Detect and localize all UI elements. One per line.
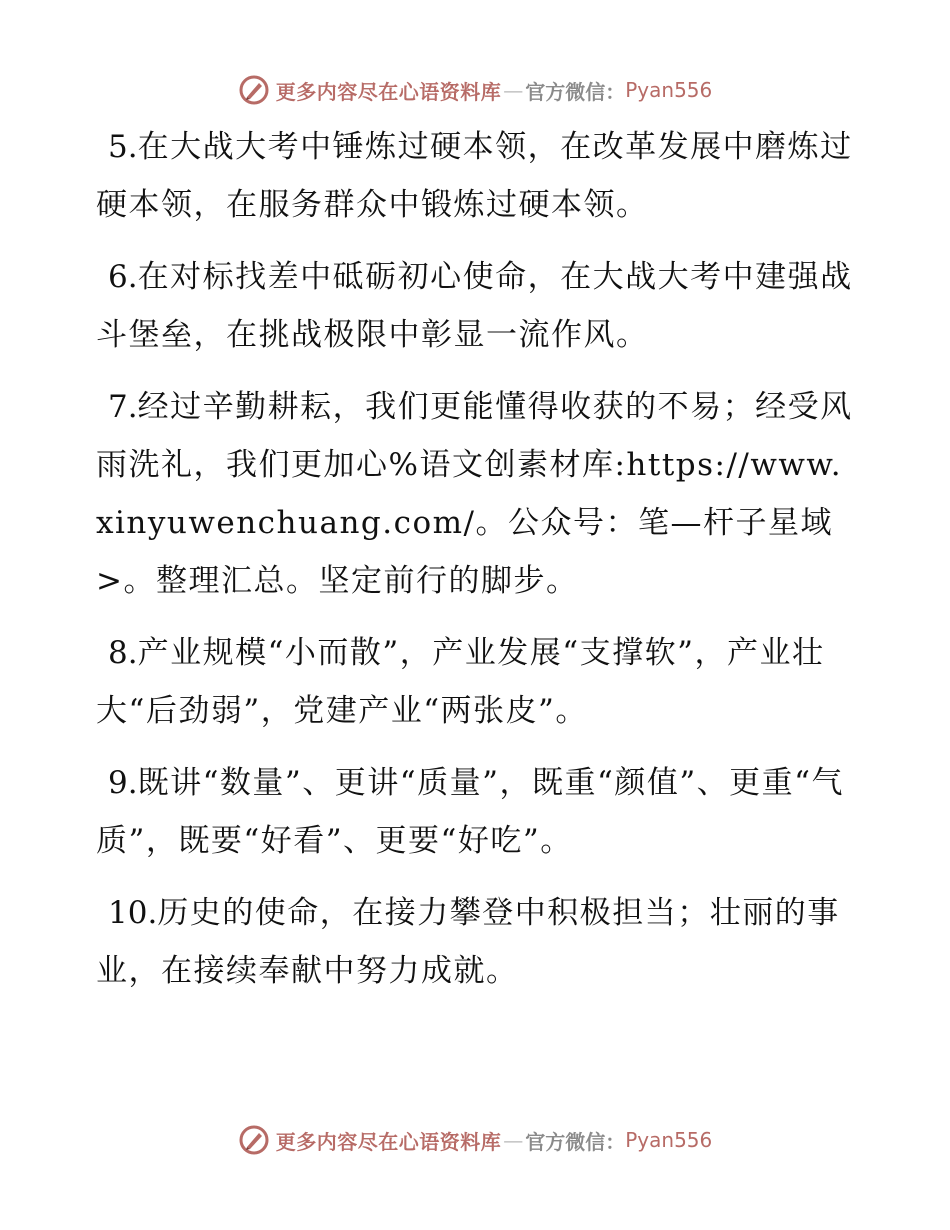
item-text: 在对标找差中砥砺初心使命，在大战大考中建强战斗堡垒，在挑战极限中彰显一流作风。	[96, 259, 853, 353]
list-item	[96, 754, 856, 870]
watermark-contact-id: Pyan556	[625, 1128, 713, 1152]
item-text: 产业规模“小而散”，产业发展“支撑软”，产业壮大“后劲弱”，党建产业“两张皮”。	[96, 635, 825, 729]
watermark-separator: —	[503, 78, 524, 102]
pen-logo-icon	[238, 1124, 270, 1156]
list-item	[96, 378, 856, 610]
list-item	[96, 118, 856, 234]
item-number: 8.	[108, 635, 138, 671]
item-text: 经过辛勤耕耘，我们更能懂得收获的不易；经受风雨洗礼，我们更加心%语文创素材库:https://www.xinyuwenchuang.com/。公众号：笔—杆子星域>。整理汇总。坚定前行的脚步。	[96, 389, 853, 599]
item-text: 历史的使命，在接力攀登中积极担当；壮丽的事业，在接续奉献中努力成就。	[96, 895, 840, 989]
item-number: 5.	[108, 129, 138, 165]
item-text: 既讲“数量”、更讲“质量”，既重“颜值”、更重“气质”，既要“好看”、更要“好吃”。	[96, 765, 845, 859]
item-number: 6.	[108, 259, 138, 295]
item-number: 9.	[108, 765, 138, 801]
footer-watermark	[0, 1120, 950, 1160]
list-item	[96, 884, 856, 1000]
watermark-site-text: 更多内容尽在心语资料库	[275, 79, 502, 104]
watermark-contact-label: 官方微信：	[525, 79, 626, 104]
watermark-separator: —	[503, 1128, 524, 1152]
pen-logo-icon	[238, 74, 270, 106]
list-item	[96, 624, 856, 740]
item-text: 在大战大考中锤炼过硬本领，在改革发展中磨炼过硬本领，在服务群众中锻炼过硬本领。	[96, 129, 853, 223]
header-watermark	[0, 70, 950, 110]
document-body	[96, 118, 856, 1014]
watermark-site-text: 更多内容尽在心语资料库	[275, 1129, 502, 1154]
watermark-contact-id: Pyan556	[625, 78, 713, 102]
item-number: 10.	[108, 895, 158, 931]
watermark-contact-label: 官方微信：	[525, 1129, 626, 1154]
list-item	[96, 248, 856, 364]
item-number: 7.	[108, 389, 138, 425]
